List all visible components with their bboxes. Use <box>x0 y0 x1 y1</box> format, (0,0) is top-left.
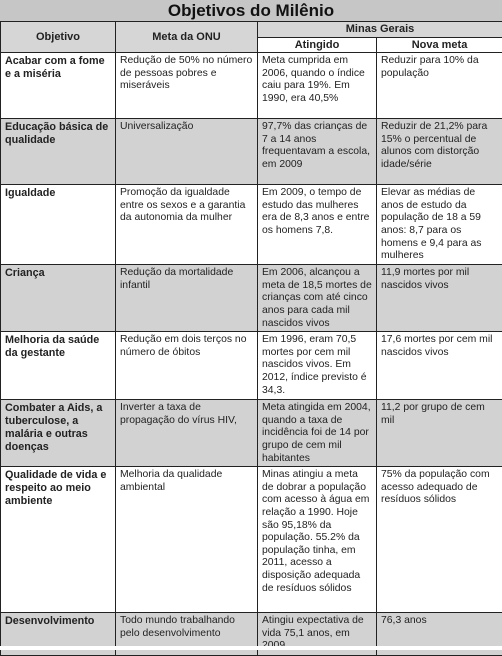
cell-objetivo: Criança <box>1 265 116 332</box>
cell-atingido: 97,7% das crianças de 7 a 14 anos frequentavam a escola, em 2009 <box>258 119 377 185</box>
cell-nova-meta: 17,6 mortes por cem mil nascidos vivos <box>377 332 502 400</box>
table-row <box>1 185 502 265</box>
cell-nova-meta: 11,9 mortes por mil nascidos vivos <box>377 265 502 332</box>
table-row <box>1 53 502 119</box>
header-meta-onu: Meta da ONU <box>116 22 258 53</box>
cell-atingido: Em 1996, eram 70,5 mortes por cem mil nascidos vivos. Em 2012, índice previsto é 34,3. <box>258 332 377 400</box>
cell-atingido: Minas atingiu a meta de dobrar a população com acesso à água em relação a 1990. Hoje são 95,18% da população. 55.2% da população tinha, em 2011, acesso a disposição adequada de resíduos sólidos <box>258 467 377 613</box>
table-row <box>1 400 502 467</box>
cell-meta-onu: Universalização <box>116 119 258 185</box>
cell-meta-onu: Todo mundo trabalhando pelo desenvolvimento <box>116 613 258 656</box>
cell-objetivo: Desenvolvimento <box>1 613 116 656</box>
cell-meta-onu: Inverter a taxa de propagação do vírus HIV, <box>116 400 258 467</box>
cell-nova-meta: Elevar as médias de anos de estudo da população de 18 a 59 anos: 8,7 para os homens e 9,4 para as mulheres <box>377 185 502 265</box>
cell-meta-onu: Redução de 50% no número de pessoas pobres e miseráveis <box>116 53 258 119</box>
page-title: Objetivos do Milênio <box>0 0 502 21</box>
bottom-strip <box>0 646 502 650</box>
table-row <box>1 467 502 613</box>
cell-objetivo: Educação básica de qualidade <box>1 119 116 185</box>
cell-nova-meta: 11,2 por grupo de cem mil <box>377 400 502 467</box>
table-row <box>1 119 502 185</box>
header-nova-meta: Nova meta <box>377 37 502 53</box>
header-atingido: Atingido <box>258 37 377 53</box>
cell-nova-meta: 76,3 anos <box>377 613 502 656</box>
cell-nova-meta: Reduzir de 21,2% para 15% o percentual de alunos com distorção idade/série <box>377 119 502 185</box>
cell-atingido: Em 2009, o tempo de estudo das mulheres era de 8,3 anos e entre os homens 7,8. <box>258 185 377 265</box>
cell-atingido: Em 2006, alcançou a meta de 18,5 mortes de crianças com até cinco anos para cada mil nascidos vivos <box>258 265 377 332</box>
cell-objetivo: Combater a Aids, a tuberculose, a malária e outras doenças <box>1 400 116 467</box>
cell-objetivo: Melhoria da saúde da gestante <box>1 332 116 400</box>
cell-meta-onu: Melhoria da qualidade ambiental <box>116 467 258 613</box>
cell-objetivo: Acabar com a fome e a miséria <box>1 53 116 119</box>
cell-meta-onu: Redução em dois terços no número de óbitos <box>116 332 258 400</box>
cell-nova-meta: 75% da população com acesso adequado de resíduos sólidos <box>377 467 502 613</box>
cell-atingido: Meta atingida em 2004, quando a taxa de incidência foi de 14 por grupo de cem mil habitantes <box>258 400 377 467</box>
cell-objetivo: Qualidade de vida e respeito ao meio ambiente <box>1 467 116 613</box>
header-objetivo: Objetivo <box>1 22 116 53</box>
table-row <box>1 265 502 332</box>
cell-meta-onu: Promoção da igualdade entre os sexos e a garantia da autonomia da mulher <box>116 185 258 265</box>
cell-nova-meta: Reduzir para 10% da população <box>377 53 502 119</box>
header-minas-gerais: Minas Gerais <box>258 22 502 38</box>
cell-meta-onu: Redução da mortalidade infantil <box>116 265 258 332</box>
cell-objetivo: Igualdade <box>1 185 116 265</box>
table-row <box>1 332 502 400</box>
millennium-goals-table <box>0 21 502 656</box>
cell-atingido: Atingiu expectativa de vida 75,1 anos, em <box>258 613 377 656</box>
cell-atingido: Meta cumprida em 2006, quando o índice caiu para 19%. Em 1990, era 40,5% <box>258 53 377 119</box>
